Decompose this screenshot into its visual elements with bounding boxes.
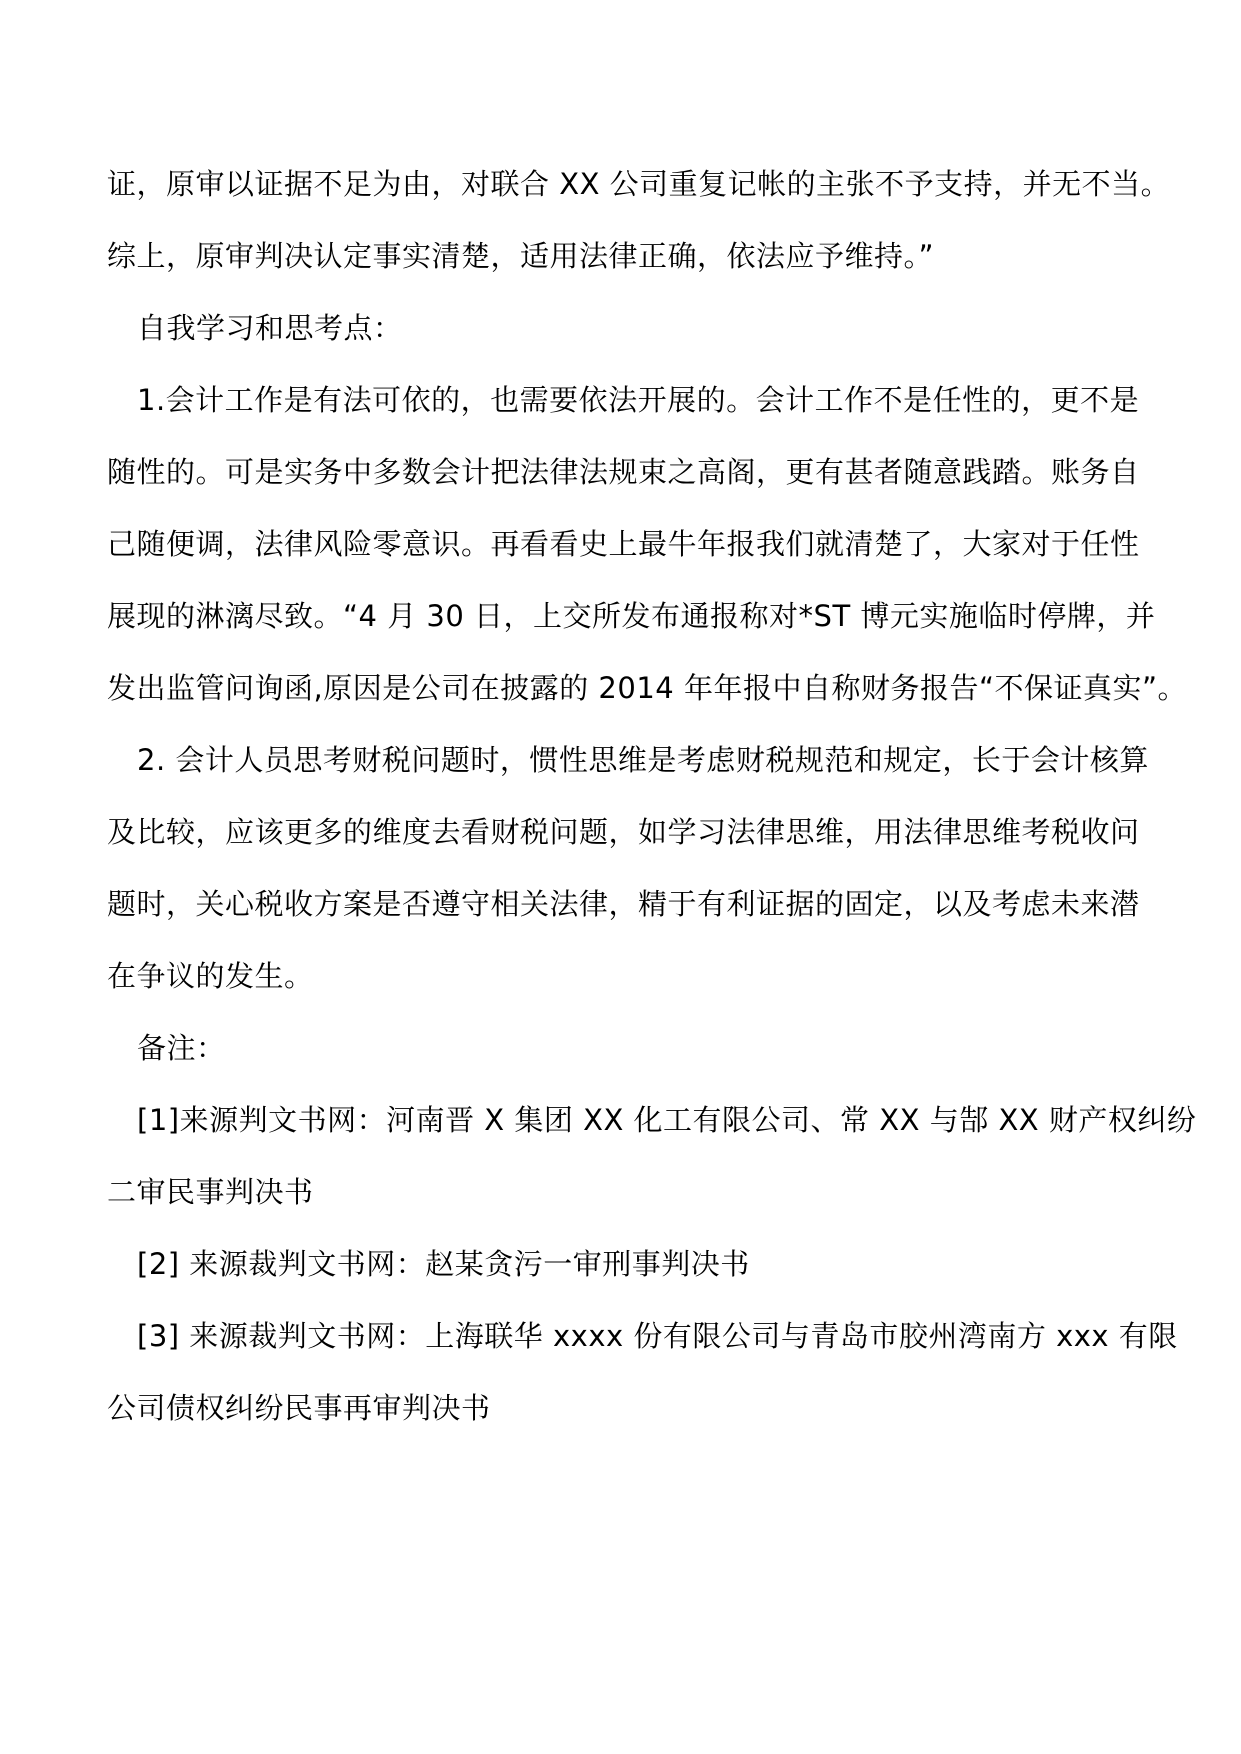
paragraph-line: 题时，关心税收方案是否遵守相关法律，精于有利证据的固定，以及考虑未来潜	[107, 887, 1140, 921]
reference-line: 公司债权纠纷民事再审判决书	[107, 1391, 491, 1425]
paragraph-line: 2. 会计人员思考财税问题时，惯性思维是考虑财税规范和规定，长于会计核算	[137, 743, 1149, 777]
reference-line: 二审民事判决书	[107, 1175, 314, 1209]
paragraph-line: 随性的。可是实务中多数会计把法律法规束之高阁，更有甚者随意践踏。账务自	[107, 455, 1140, 489]
paragraph-line: 在争议的发生。	[107, 959, 314, 993]
paragraph-line: 展现的淋漓尽致。“4 月 30 日，上交所发布通报称对*ST 博元实施临时停牌，并	[107, 599, 1156, 633]
reference-line: [3] 来源裁判文书网：上海联华 xxxx 份有限公司与青岛市胶州湾南方 xxx 有限	[137, 1319, 1178, 1353]
paragraph-line: 己随便调，法律风险零意识。再看看史上最牛年报我们就清楚了，大家对于任性	[107, 527, 1140, 561]
paragraph-line: 发出监管问询函,原因是公司在披露的 2014 年年报中自称财务报告“不保证真实”。	[107, 671, 1188, 705]
paragraph-line: 综上，原审判决认定事实清楚，适用法律正确，依法应予维持。”	[107, 239, 935, 273]
reference-line: [2] 来源裁判文书网：赵某贪污一审刑事判决书	[137, 1247, 750, 1281]
section-heading: 备注：	[137, 1031, 226, 1065]
paragraph-line: 及比较，应该更多的维度去看财税问题，如学习法律思维，用法律思维考税收问	[107, 815, 1140, 849]
paragraph-line: 1.会计工作是有法可依的，也需要依法开展的。会计工作不是任性的，更不是	[137, 383, 1140, 417]
section-heading: 自我学习和思考点：	[137, 311, 403, 345]
paragraph-line: 证，原审以证据不足为由，对联合 XX 公司重复记帐的主张不予支持，并无不当。	[107, 167, 1171, 201]
reference-line: [1]来源判文书网：河南晋 X 集团 XX 化工有限公司、常 XX 与郜 XX 财产权纠纷	[137, 1103, 1197, 1137]
